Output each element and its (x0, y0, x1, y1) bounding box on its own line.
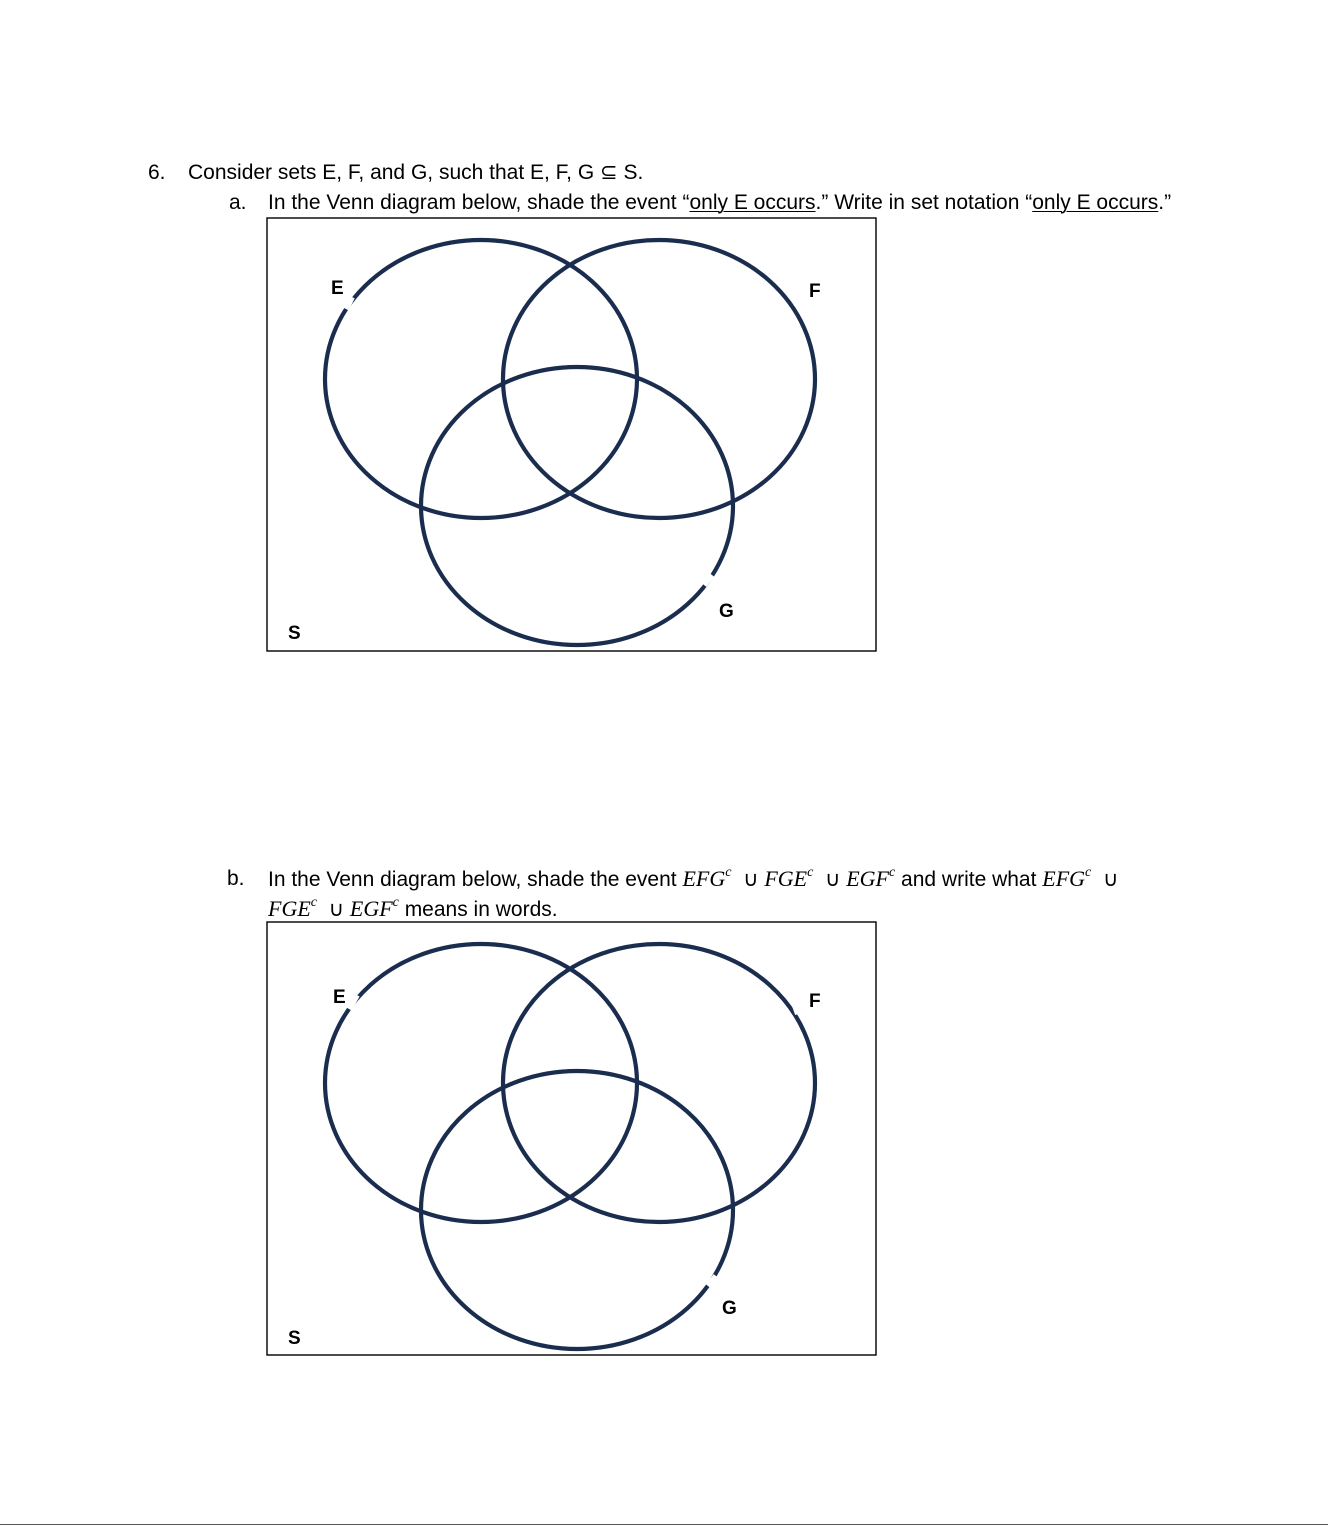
part-b-text-2: and write what (895, 868, 1043, 891)
label-e: E (331, 278, 344, 299)
term-egf: EGF$^c$ (846, 864, 896, 891)
label-f: F (809, 281, 821, 302)
circle-g (421, 367, 733, 645)
circle-f (503, 240, 815, 518)
term-efg: EFG$^c$ (682, 864, 732, 891)
question-stem: Consider sets E, F, and G, such that E, F, G ⊆ S. (188, 161, 644, 184)
term-fge: FGE$^c$ (764, 864, 814, 891)
part-a-text-3: .” (1158, 191, 1172, 214)
label-g: G (719, 601, 734, 622)
circle-e (325, 944, 637, 1222)
part-a-prompt (268, 190, 1171, 216)
universal-set-frame (267, 922, 876, 1355)
label-e: E (333, 987, 346, 1008)
term-efg: EFG$^c$ (1042, 864, 1092, 891)
label-s: S (288, 1328, 301, 1349)
part-a-underlined-2: only E occurs (1032, 191, 1159, 214)
part-a-label: a. (229, 191, 247, 214)
circle-e (325, 240, 637, 518)
part-b-label: b. (227, 867, 245, 890)
universal-set-frame (267, 218, 876, 651)
question-number: 6. (148, 161, 166, 184)
page-bottom-rule (0, 1524, 1328, 1525)
part-a-text-2: .” Write in set notation “ (815, 191, 1033, 214)
part-a-text-1: In the Venn diagram below, shade the event “ (268, 191, 690, 214)
label-f: F (809, 991, 821, 1012)
union-symbol: ∪ (743, 868, 759, 891)
venn-diagram-a (266, 217, 877, 652)
union-symbol: ∪ (1102, 868, 1119, 891)
circle-g (421, 1071, 733, 1349)
part-a-underlined-1: only E occurs (689, 191, 816, 214)
part-b-text-1: In the Venn diagram below, shade the event (268, 868, 683, 891)
label-s: S (288, 623, 301, 644)
part-b-prompt-line-2 (268, 896, 558, 923)
circle-f (503, 944, 815, 1222)
term-egf: EGF$^c$ (349, 894, 399, 921)
part-b-text-3: means in words. (398, 898, 558, 921)
term-fge: FGE$^c$ (268, 894, 317, 921)
label-g: G (722, 1298, 737, 1319)
venn-diagram-b (266, 921, 877, 1356)
union-symbol: ∪ (328, 898, 345, 921)
union-symbol: ∪ (825, 868, 841, 891)
part-b-prompt-line-1 (268, 866, 1118, 893)
